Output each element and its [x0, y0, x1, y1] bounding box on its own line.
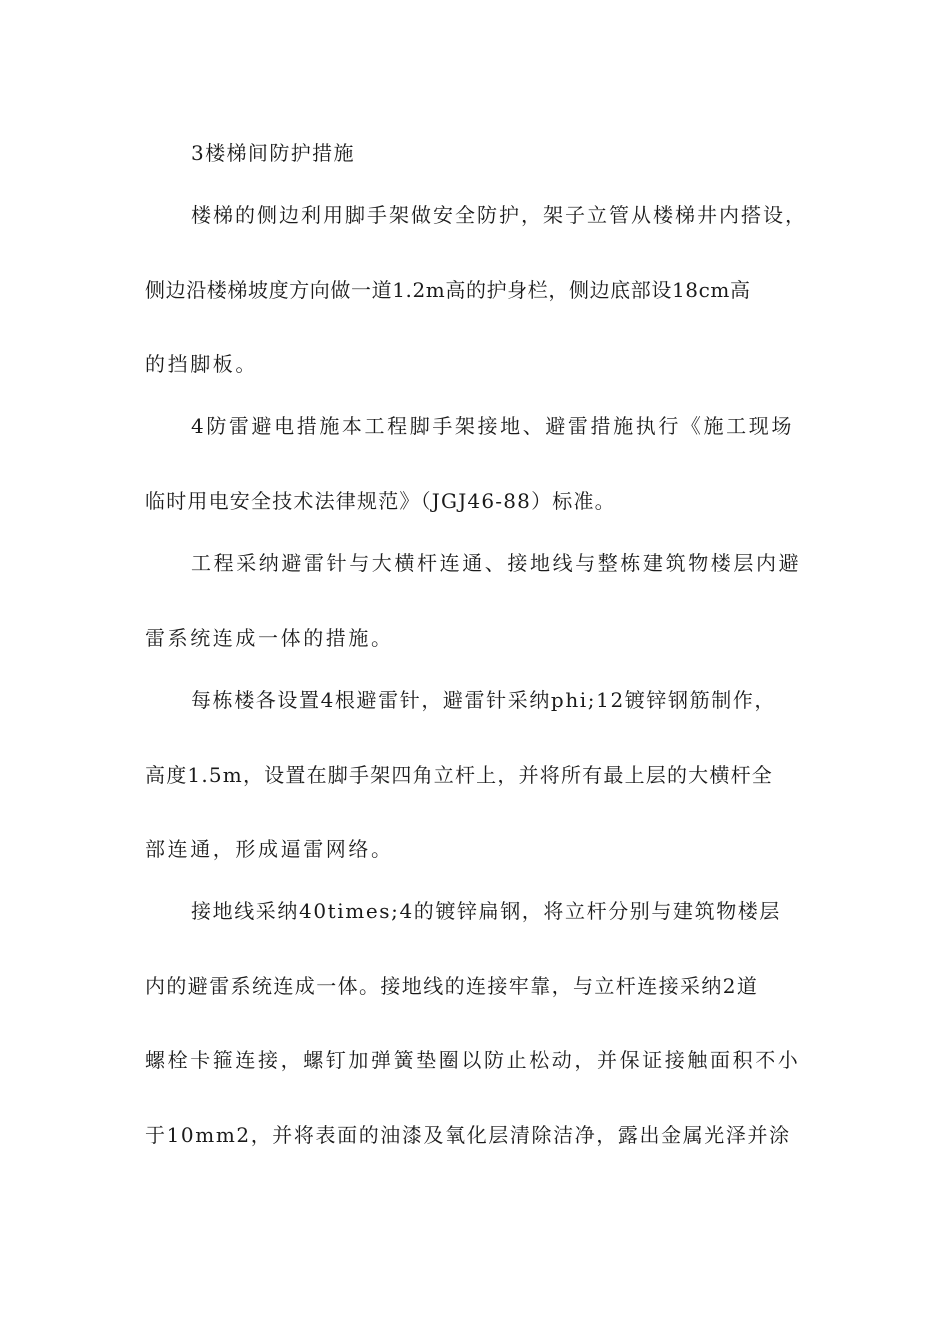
paragraph-line: 楼梯的侧边利用脚手架做安全防护，架子立管从楼梯井内搭设，	[191, 203, 807, 227]
paragraph-line: 雷系统连成一体的措施。	[145, 626, 394, 650]
paragraph-line: 每栋楼各设置4根避雷针，避雷针采纳phi;12镀锌钢筋制作，	[191, 688, 776, 712]
paragraph-line: 侧边沿楼梯坡度方向做一道1.2m高的护身栏，侧边底部设18cm高	[145, 278, 751, 302]
paragraph-line: 螺栓卡箍连接，螺钉加弹簧垫圈以防止松动，并保证接触面积不小	[145, 1048, 801, 1072]
paragraph-line: 4防雷避电措施本工程脚手架接地、避雷措施执行《施工现场	[191, 414, 794, 438]
paragraph-line: 的挡脚板。	[145, 352, 258, 376]
paragraph-line: 于10mm2，并将表面的油漆及氧化层清除洁净，露出金属光泽并涂	[145, 1123, 791, 1147]
paragraph-line: 工程采纳避雷针与大横杆连通、接地线与整栋建筑物楼层内避	[191, 551, 802, 575]
paragraph-line: 高度1.5m，设置在脚手架四角立杆上，并将所有最上层的大横杆全	[145, 763, 773, 787]
section-heading-stair-protection: 3楼梯间防护措施	[191, 141, 355, 165]
paragraph-line: 部连通，形成逼雷网络。	[145, 837, 394, 861]
paragraph-line: 接地线采纳40times;4的镀锌扁钢，将立杆分别与建筑物楼层	[191, 899, 782, 923]
paragraph-line: 内的避雷系统连成一体。接地线的连接牢靠，与立杆连接采纳2道	[145, 974, 759, 998]
paragraph-line: 临时用电安全技术法律规范》（JGJ46-88）标准。	[145, 489, 616, 513]
